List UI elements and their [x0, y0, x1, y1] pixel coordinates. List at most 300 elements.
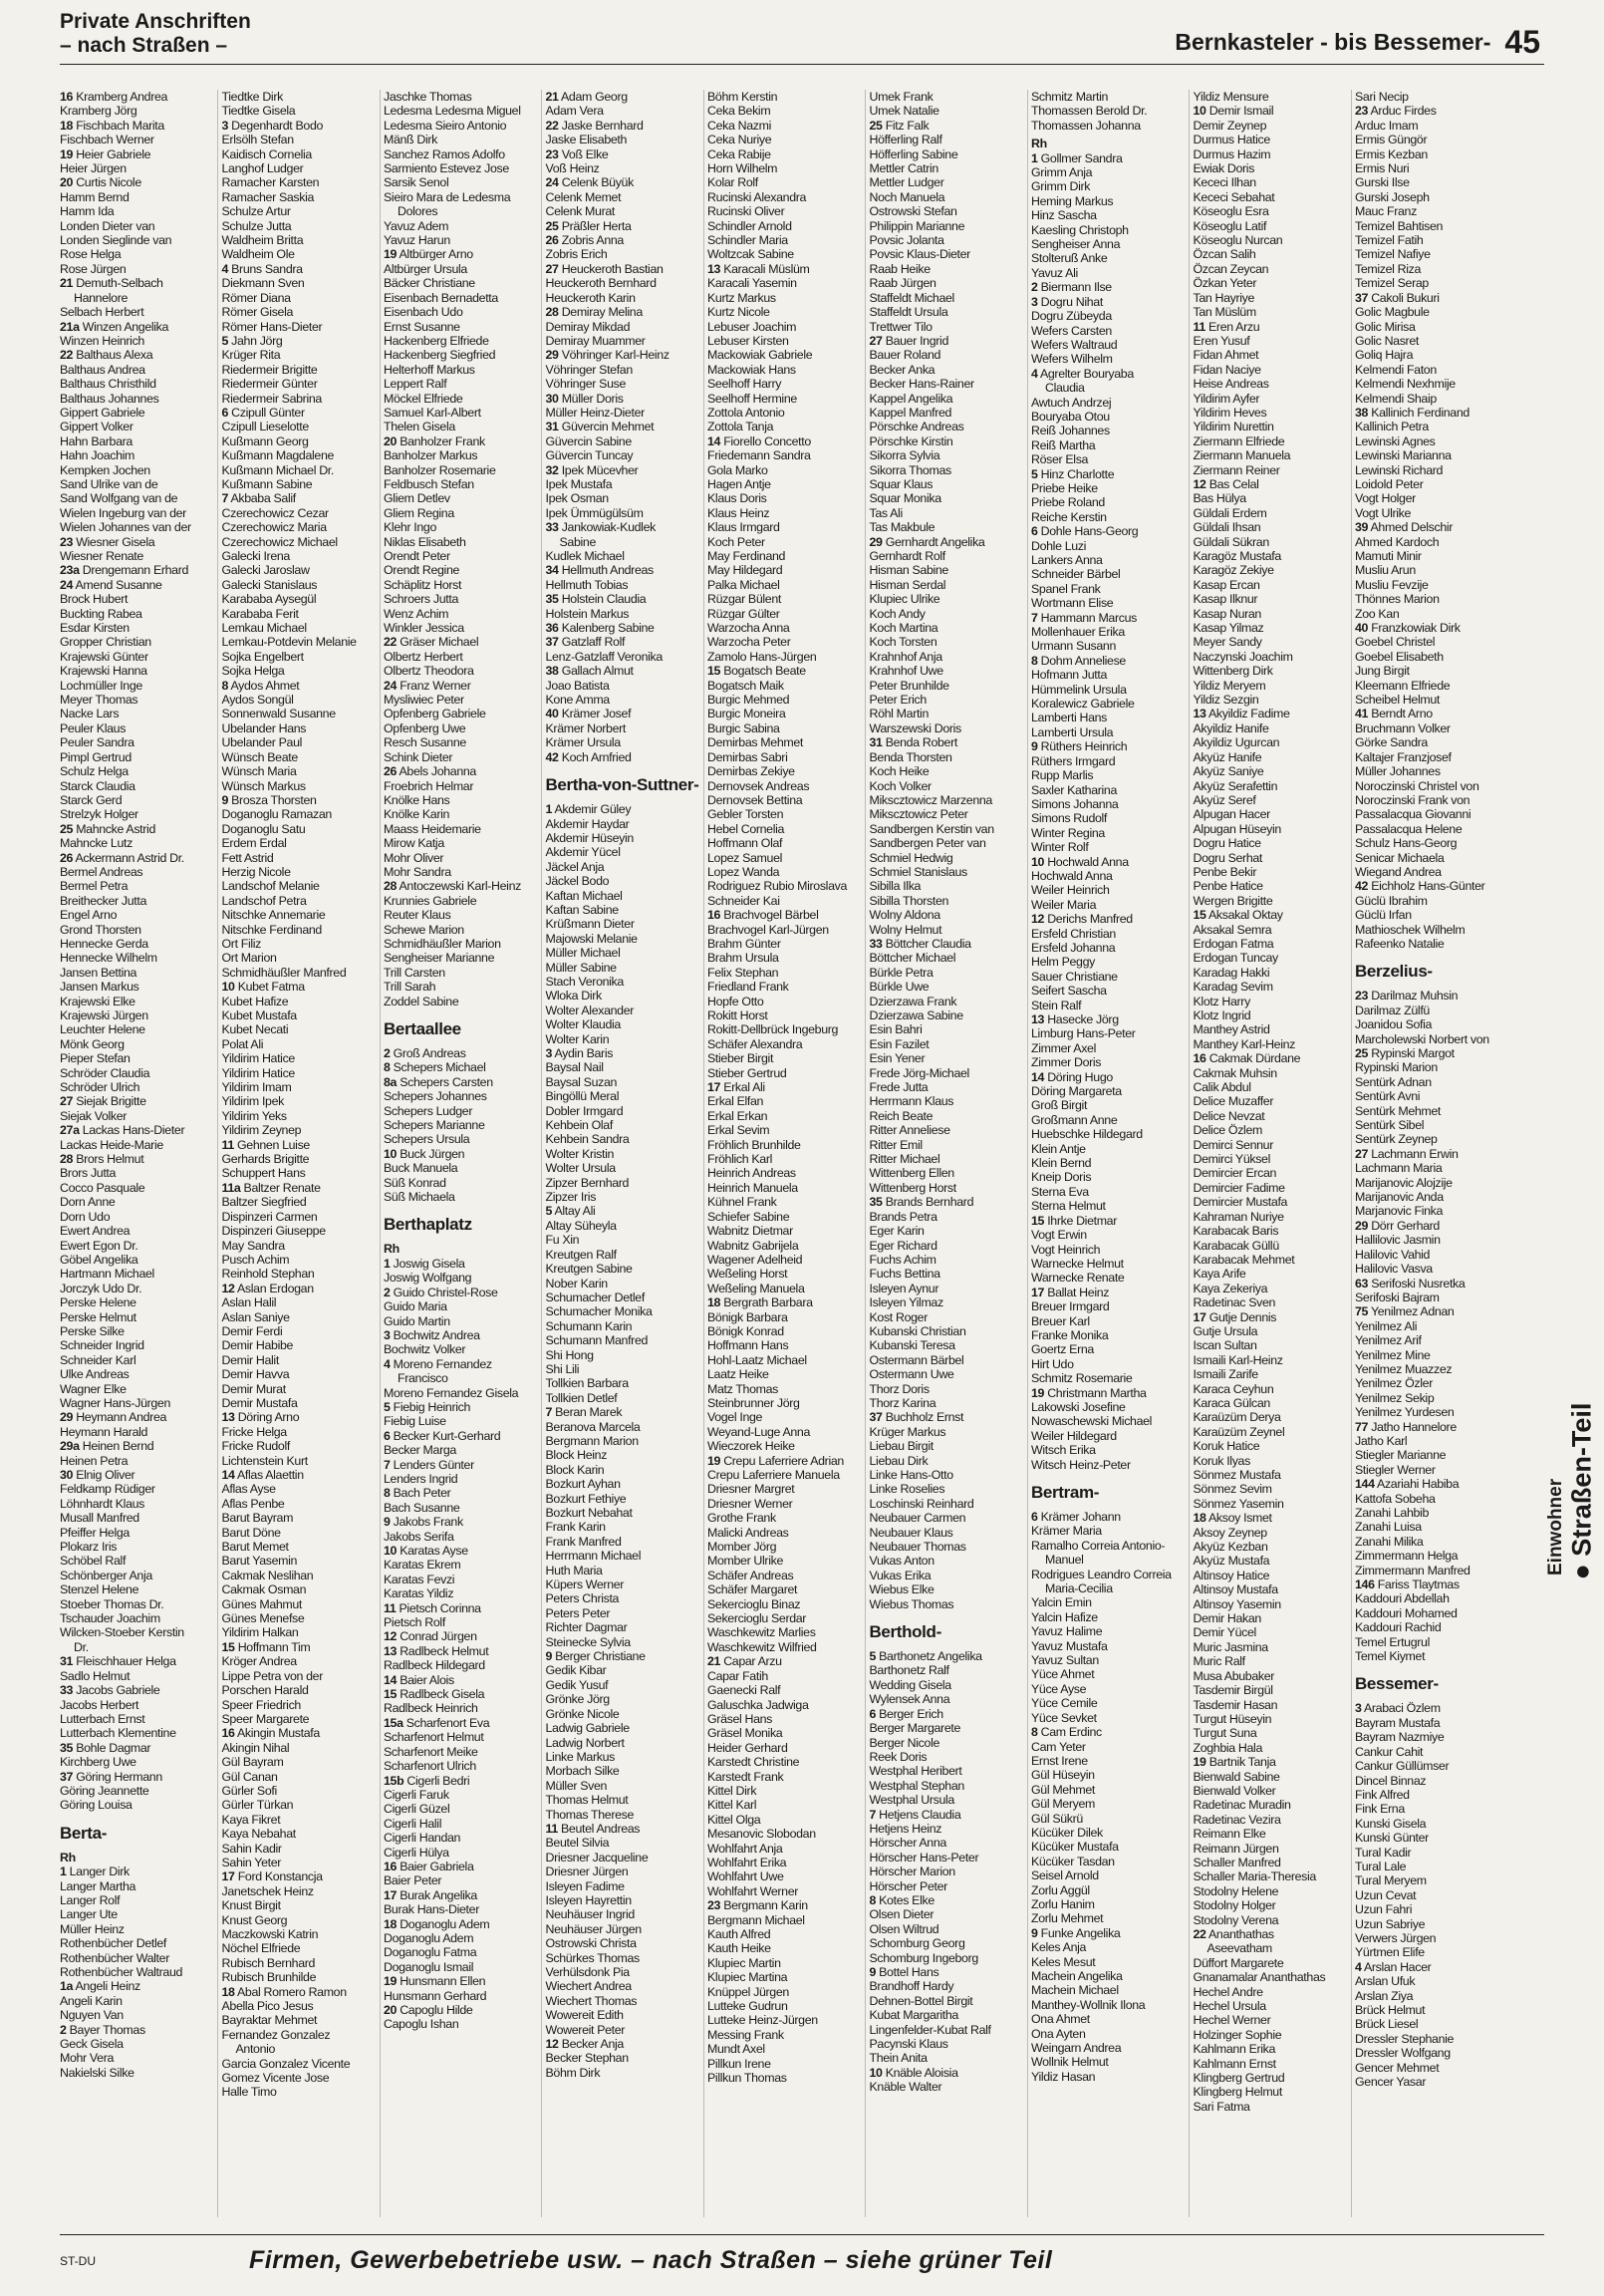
resident-entry	[1031, 280, 1185, 294]
resident-name: Linke Roselies	[869, 1482, 945, 1497]
resident-name: Rypinski Margot	[1371, 1046, 1455, 1060]
resident-name: Baysal Suzan	[545, 1074, 618, 1089]
resident-name: Thorz Doris	[869, 1381, 930, 1396]
resident-entry	[546, 549, 699, 563]
resident-entry	[1031, 1170, 1185, 1184]
house-number: 1	[1031, 150, 1038, 165]
resident-name: Celenk Büyük	[561, 175, 634, 190]
resident-name: Goertz Erna	[1031, 1342, 1094, 1357]
resident-name: Schepers Ludger	[384, 1103, 473, 1118]
resident-name: Hamm Bernd	[60, 189, 130, 204]
resident-entry	[222, 822, 376, 836]
resident-name: Kappel Angelika	[869, 391, 953, 406]
resident-name: Waschkewitz Marlies	[707, 1625, 816, 1640]
resident-name: Göbel Angelika	[60, 1252, 138, 1267]
resident-name: Angeli Heinz	[75, 1979, 140, 1994]
resident-name: Stiegler Marianne	[1355, 1448, 1447, 1463]
resident-name: Klein Bernd	[1031, 1156, 1092, 1171]
resident-entry	[222, 1468, 376, 1482]
resident-entry	[870, 1382, 1023, 1396]
resident-entry	[707, 1770, 861, 1784]
resident-entry	[707, 1037, 861, 1051]
resident-name: May Hildegard	[707, 563, 783, 578]
resident-entry	[707, 1554, 861, 1568]
resident-entry	[1355, 865, 1508, 879]
resident-name: Kempken Jochen	[60, 462, 150, 477]
resident-name: Reimann Jürgen	[1193, 1841, 1279, 1856]
resident-entry	[1194, 420, 1347, 433]
resident-name: Neubauer Klaus	[869, 1525, 953, 1540]
resident-entry	[222, 980, 376, 994]
resident-entry	[870, 1994, 1023, 2008]
resident-entry	[546, 147, 699, 161]
house-number: 31	[60, 1654, 74, 1669]
resident-name: Galecki Stanislaus	[221, 577, 318, 592]
resident-entry	[1355, 1817, 1508, 1831]
resident-entry	[546, 377, 699, 391]
resident-name: Schepers Michael	[393, 1060, 486, 1075]
resident-entry	[222, 1267, 376, 1281]
resident-entry	[546, 233, 699, 247]
resident-name: Zoghbia Hala	[1193, 1740, 1263, 1755]
resident-name: Fröhlich Karl	[707, 1152, 772, 1167]
resident-entry	[870, 1008, 1023, 1022]
resident-entry	[870, 822, 1023, 836]
resident-entry	[222, 1410, 376, 1424]
resident-entry	[222, 190, 376, 204]
resident-name: Peter Brunhilde	[869, 678, 949, 693]
resident-name: Wylensek Anna	[869, 1692, 950, 1707]
resident-entry	[1194, 1181, 1347, 1195]
resident-entry	[546, 1477, 699, 1491]
resident-name: Kelmendi Faton	[1355, 362, 1437, 377]
resident-name: Fuchs Achim	[869, 1252, 936, 1267]
resident-entry	[870, 750, 1023, 764]
resident-entry	[1355, 1701, 1508, 1715]
resident-name: Lopez Wanda	[707, 864, 780, 879]
resident-name: Römer Diana	[221, 290, 291, 305]
house-number: 27a	[60, 1123, 80, 1138]
resident-entry	[1031, 1386, 1185, 1400]
resident-name: Kahraman Nuriye	[1193, 1209, 1284, 1224]
resident-entry	[60, 348, 213, 362]
entry-continuation	[384, 1371, 537, 1385]
resident-entry	[1194, 1425, 1347, 1439]
resident-name: Klein Antje	[1031, 1141, 1086, 1156]
house-number: 12	[545, 2037, 559, 2052]
column-divider	[865, 90, 866, 2217]
resident-entry	[384, 592, 537, 606]
resident-entry	[707, 392, 861, 406]
resident-entry	[1355, 262, 1508, 276]
resident-entry	[384, 1190, 537, 1204]
resident-name: Bas Hülya	[1193, 491, 1246, 506]
resident-entry	[707, 1324, 861, 1338]
resident-entry	[384, 1687, 537, 1701]
resident-name: Schiefer Sabine	[707, 1209, 790, 1224]
resident-name: Buck Jürgen	[400, 1146, 465, 1161]
resident-name: Akyüz Kezban	[1193, 1540, 1268, 1555]
resident-entry	[546, 520, 699, 534]
resident-name: Orendt Regine	[384, 563, 460, 578]
resident-entry	[870, 908, 1023, 922]
resident-entry	[60, 1951, 213, 1965]
resident-entry	[870, 650, 1023, 664]
resident-entry	[870, 937, 1023, 951]
resident-name: Degenhardt Bodo	[231, 118, 324, 133]
resident-name: Heise Andreas	[1193, 377, 1269, 392]
resident-entry	[1355, 1802, 1508, 1816]
resident-entry	[222, 406, 376, 420]
resident-entry	[1031, 1458, 1185, 1472]
resident-entry	[546, 1707, 699, 1721]
resident-entry	[1194, 535, 1347, 549]
resident-entry	[60, 1425, 213, 1439]
resident-name: Temizel Nafiye	[1355, 247, 1431, 262]
resident-name: Cigerli Bedri	[406, 1773, 470, 1788]
resident-entry	[1031, 2055, 1185, 2069]
resident-name: Moreno Fernandez	[393, 1356, 492, 1371]
resident-name: Thomas Therese	[545, 1807, 635, 1822]
resident-name: Berger Christiane	[555, 1649, 646, 1664]
resident-entry	[384, 305, 537, 319]
resident-name: Fleischhauer Helga	[76, 1654, 176, 1669]
resident-entry	[60, 262, 213, 276]
resident-name: Raab Heike	[869, 261, 931, 276]
resident-entry	[384, 1788, 537, 1802]
resident-entry	[870, 851, 1023, 865]
resident-entry	[546, 1994, 699, 2008]
resident-name: Schepers Ursula	[384, 1132, 470, 1147]
resident-entry	[870, 161, 1023, 175]
resident-entry	[384, 1730, 537, 1744]
resident-entry	[1031, 223, 1185, 237]
house-number: 16	[221, 1726, 235, 1741]
resident-entry	[870, 276, 1023, 290]
resident-entry	[1355, 721, 1508, 735]
resident-name: Gencer Yasar	[1355, 2075, 1427, 2090]
resident-name: Thein Anita	[869, 2051, 928, 2066]
resident-name: Ort Marion	[221, 951, 277, 966]
resident-entry	[384, 679, 537, 693]
resident-entry	[870, 1066, 1023, 1080]
resident-name: Gliem Regina	[384, 505, 454, 520]
resident-name: Ananthathas	[1208, 1927, 1274, 1941]
resident-name: Gedik Kibar	[545, 1663, 607, 1678]
resident-entry	[384, 1544, 537, 1558]
resident-name: Gurski Joseph	[1355, 189, 1430, 204]
resident-entry	[1031, 237, 1185, 251]
resident-entry	[1194, 1597, 1347, 1611]
resident-name: Scharfenort Eva	[405, 1715, 490, 1730]
resident-entry	[707, 1166, 861, 1180]
resident-name: Sauer Christiane	[1031, 969, 1118, 984]
resident-entry	[707, 1540, 861, 1554]
resident-name: Rüzgar Bülent	[707, 592, 781, 607]
resident-entry	[222, 1210, 376, 1224]
resident-entry	[1194, 693, 1347, 707]
resident-entry	[1194, 1898, 1347, 1912]
resident-entry	[1031, 452, 1185, 466]
resident-name: Wergen Brigitte	[1193, 893, 1273, 908]
resident-name: Tas Ali	[869, 505, 903, 520]
resident-entry	[870, 679, 1023, 693]
resident-name: Demircier Ercan	[1193, 1166, 1277, 1181]
resident-entry	[60, 822, 213, 836]
resident-name: Wolter Karin	[545, 1031, 610, 1046]
resident-entry	[546, 1979, 699, 1993]
resident-entry	[546, 1750, 699, 1764]
resident-entry	[707, 1482, 861, 1496]
resident-name: Capar Arzu	[723, 1654, 782, 1669]
resident-name: Güvercin Mehmet	[561, 420, 655, 434]
resident-name: Güvercin Sabine	[545, 433, 632, 448]
resident-entry	[1194, 2013, 1347, 2027]
resident-name: Schmidhäußler Marion	[384, 936, 501, 951]
page-footer	[0, 2242, 1604, 2296]
resident-name: Iscan Sultan	[1193, 1338, 1257, 1353]
resident-name: Kittel Olga	[707, 1812, 761, 1827]
house-number: 15b	[384, 1773, 404, 1788]
resident-entry	[384, 750, 537, 764]
resident-entry	[707, 721, 861, 735]
house-number: 18	[384, 1916, 398, 1931]
resident-entry	[60, 779, 213, 793]
resident-name: Aslan Halil	[221, 1295, 277, 1310]
resident-name: Knust Georg	[221, 1912, 288, 1927]
resident-name: Aslan Erdogan	[237, 1281, 314, 1295]
resident-entry	[60, 2037, 213, 2051]
resident-entry	[1194, 334, 1347, 348]
resident-entry	[1355, 779, 1508, 793]
resident-name: Rubisch Bernhard	[221, 1955, 316, 1970]
resident-entry	[384, 1931, 537, 1945]
column-divider	[1351, 90, 1352, 2217]
resident-name: Polat Ali	[221, 1036, 264, 1051]
resident-entry	[1355, 1549, 1508, 1563]
resident-entry	[707, 1683, 861, 1697]
resident-entry	[707, 104, 861, 118]
resident-name: Heuckeroth Karin	[545, 290, 636, 305]
house-number: 15	[707, 664, 721, 679]
resident-name: Bochwitz Andrea	[393, 1327, 480, 1342]
house-number: 4	[221, 261, 229, 276]
resident-name: Brück Liesel	[1355, 2017, 1419, 2032]
resident-entry	[222, 161, 376, 175]
resident-entry	[870, 1123, 1023, 1137]
house-number: 22	[60, 348, 74, 363]
resident-name: Kaesling Christoph	[1031, 222, 1129, 237]
resident-entry	[384, 434, 537, 448]
resident-entry	[222, 147, 376, 161]
resident-name: Dressler Wolfgang	[1355, 2046, 1451, 2061]
resident-entry	[707, 1152, 861, 1166]
resident-entry	[1031, 208, 1185, 222]
resident-name: Hörscher Hans-Peter	[869, 1850, 979, 1865]
resident-entry	[1194, 506, 1347, 520]
resident-name: Ritter Anneliese	[869, 1123, 950, 1138]
resident-entry	[870, 664, 1023, 678]
resident-entry	[546, 1779, 699, 1793]
house-number: 19	[1031, 1385, 1045, 1400]
resident-entry	[1031, 1055, 1185, 1069]
resident-name: Löhnhardt Klaus	[60, 1496, 144, 1511]
resident-entry	[870, 563, 1023, 577]
resident-name: Krahnhof Anja	[869, 649, 942, 664]
resident-name: Mackowiak Hans	[707, 362, 796, 377]
resident-entry	[1031, 1012, 1185, 1026]
resident-name: Karabacak Mehmet	[1193, 1252, 1295, 1267]
resident-name: Aksakal Oktay	[1208, 908, 1283, 923]
resident-name: Hebel Cornelia	[707, 821, 785, 836]
resident-entry	[1031, 481, 1185, 495]
resident-entry	[707, 607, 861, 621]
resident-name: Marijanovic Anda	[1355, 1190, 1444, 1205]
resident-entry	[870, 133, 1023, 146]
resident-name: Düffort Margarete	[1193, 1955, 1284, 1970]
resident-entry	[384, 1960, 537, 1974]
resident-entry	[222, 1869, 376, 1883]
resident-name: Waldheim Ole	[221, 247, 295, 262]
resident-name: Ulke Andreas	[60, 1367, 130, 1382]
resident-entry	[707, 434, 861, 448]
resident-name: Kallinich Petra	[1355, 420, 1429, 434]
resident-name: Demir Zeynep	[1193, 118, 1267, 133]
resident-name: Rüthers Irmgard	[1031, 753, 1116, 768]
resident-entry	[546, 477, 699, 491]
resident-name: Krahnhof Uwe	[869, 664, 943, 679]
resident-name: Darilmaz Zülfü	[1355, 1003, 1430, 1017]
house-number: 19	[707, 1453, 721, 1468]
resident-name: Sadlo Helmut	[60, 1668, 131, 1683]
resident-entry	[1031, 941, 1185, 955]
house-number: 28	[384, 879, 398, 894]
resident-name: Porschen Harald	[221, 1683, 309, 1698]
resident-name: Friedemann Sandra	[707, 448, 811, 463]
resident-name: Saxler Katharina	[1031, 782, 1118, 797]
resident-entry	[1355, 133, 1508, 146]
resident-entry	[707, 1611, 861, 1625]
entry-continuation	[222, 2042, 376, 2056]
resident-name: Barut Yasemin	[221, 1554, 298, 1569]
resident-entry	[870, 1353, 1023, 1367]
resident-name: Sand Ulrike van de	[60, 476, 158, 491]
house-number: 40	[545, 707, 559, 721]
resident-name: Garcia Gonzalez Vicente	[221, 2056, 351, 2071]
resident-name: Zipzer Bernhard	[545, 1175, 630, 1190]
resident-entry	[384, 535, 537, 549]
resident-entry	[707, 1741, 861, 1755]
resident-entry	[222, 1338, 376, 1352]
resident-entry	[1355, 1046, 1508, 1060]
resident-entry	[1355, 2046, 1508, 2060]
resident-name: Demir Yücel	[1193, 1625, 1256, 1640]
resident-name: Engel Arno	[60, 908, 118, 923]
resident-name: Ford Konstancja	[237, 1869, 323, 1884]
resident-name: Schneider Karl	[60, 1352, 136, 1367]
resident-entry	[707, 1669, 861, 1683]
resident-name: Winter Rolf	[1031, 840, 1089, 855]
resident-name: Gedik Yusuf	[545, 1677, 609, 1692]
resident-entry	[222, 1597, 376, 1611]
resident-entry	[1194, 951, 1347, 965]
resident-entry	[870, 448, 1023, 462]
resident-name: Schulz Hans-Georg	[1355, 836, 1458, 851]
resident-name: Stieber Birgit	[707, 1051, 774, 1066]
resident-name: Demircier Mustafa	[1193, 1195, 1288, 1210]
resident-name: Sibilla Thorsten	[869, 893, 949, 908]
resident-entry	[546, 1635, 699, 1649]
resident-name: Ismaili Karl-Heinz	[1193, 1352, 1283, 1367]
entry-continuation	[384, 204, 537, 218]
resident-entry	[1355, 305, 1508, 319]
house-number: 21	[60, 276, 74, 291]
resident-entry	[870, 363, 1023, 377]
house-number: 38	[545, 664, 559, 679]
resident-entry	[546, 1851, 699, 1865]
resident-entry	[870, 520, 1023, 534]
resident-entry	[222, 1956, 376, 1970]
column-divider	[217, 90, 218, 2217]
resident-name: Zimmer Doris	[1031, 1055, 1102, 1070]
resident-name: Günes Mahmut	[221, 1596, 303, 1611]
resident-name: Rose Jürgen	[60, 261, 127, 276]
resident-name: Schäfer Margaret	[707, 1582, 798, 1597]
resident-name: Gürler Sofi	[221, 1783, 277, 1798]
resident-name: Radetinac Sven	[1193, 1295, 1276, 1310]
resident-name: Azariahi Habiba	[1377, 1477, 1460, 1492]
resident-name: Kubet Fatma	[237, 980, 305, 995]
resident-entry	[1194, 291, 1347, 305]
house-number: 19	[384, 247, 398, 262]
resident-name: Kußmann Georg	[221, 433, 309, 448]
resident-name: Karatas Fevzi	[384, 1572, 455, 1586]
resident-name: Bergmann Michael	[707, 1912, 805, 1927]
resident-entry	[60, 334, 213, 348]
resident-name: Capoglu Ishan	[384, 2017, 459, 2032]
resident-entry	[546, 721, 699, 735]
house-number: 3	[545, 1046, 553, 1060]
resident-name: Landschof Melanie	[221, 879, 320, 894]
resident-entry	[707, 305, 861, 319]
resident-entry	[60, 377, 213, 391]
resident-entry	[1194, 980, 1347, 994]
resident-entry	[1031, 1510, 1185, 1524]
resident-name: Temizel Bahtisen	[1355, 218, 1444, 233]
resident-name: Neuhäuser Ingrid	[545, 1907, 635, 1922]
resident-entry	[707, 1999, 861, 2013]
resident-name: Benda Robert	[885, 735, 957, 750]
resident-entry	[546, 1161, 699, 1175]
resident-entry	[60, 1253, 213, 1267]
resident-entry	[222, 793, 376, 807]
resident-entry	[870, 190, 1023, 204]
resident-name: Guido Martin	[384, 1313, 450, 1328]
resident-entry	[1194, 995, 1347, 1008]
resident-name: Dogru Serhat	[1193, 850, 1262, 865]
resident-name: Froebrich Helmar	[384, 778, 474, 793]
resident-entry	[1355, 1917, 1508, 1931]
resident-name: Koch Torsten	[869, 635, 937, 650]
house-number: 37	[545, 635, 559, 650]
resident-name: Wiebus Elke	[869, 1582, 935, 1597]
resident-name: Gräsel Hans	[707, 1711, 773, 1726]
resident-entry	[870, 1410, 1023, 1424]
resident-entry	[1355, 104, 1508, 118]
resident-name: Hunsmann Ellen	[400, 1974, 486, 1989]
resident-name: Röser Elsa	[1031, 452, 1089, 467]
resident-entry	[222, 1138, 376, 1152]
